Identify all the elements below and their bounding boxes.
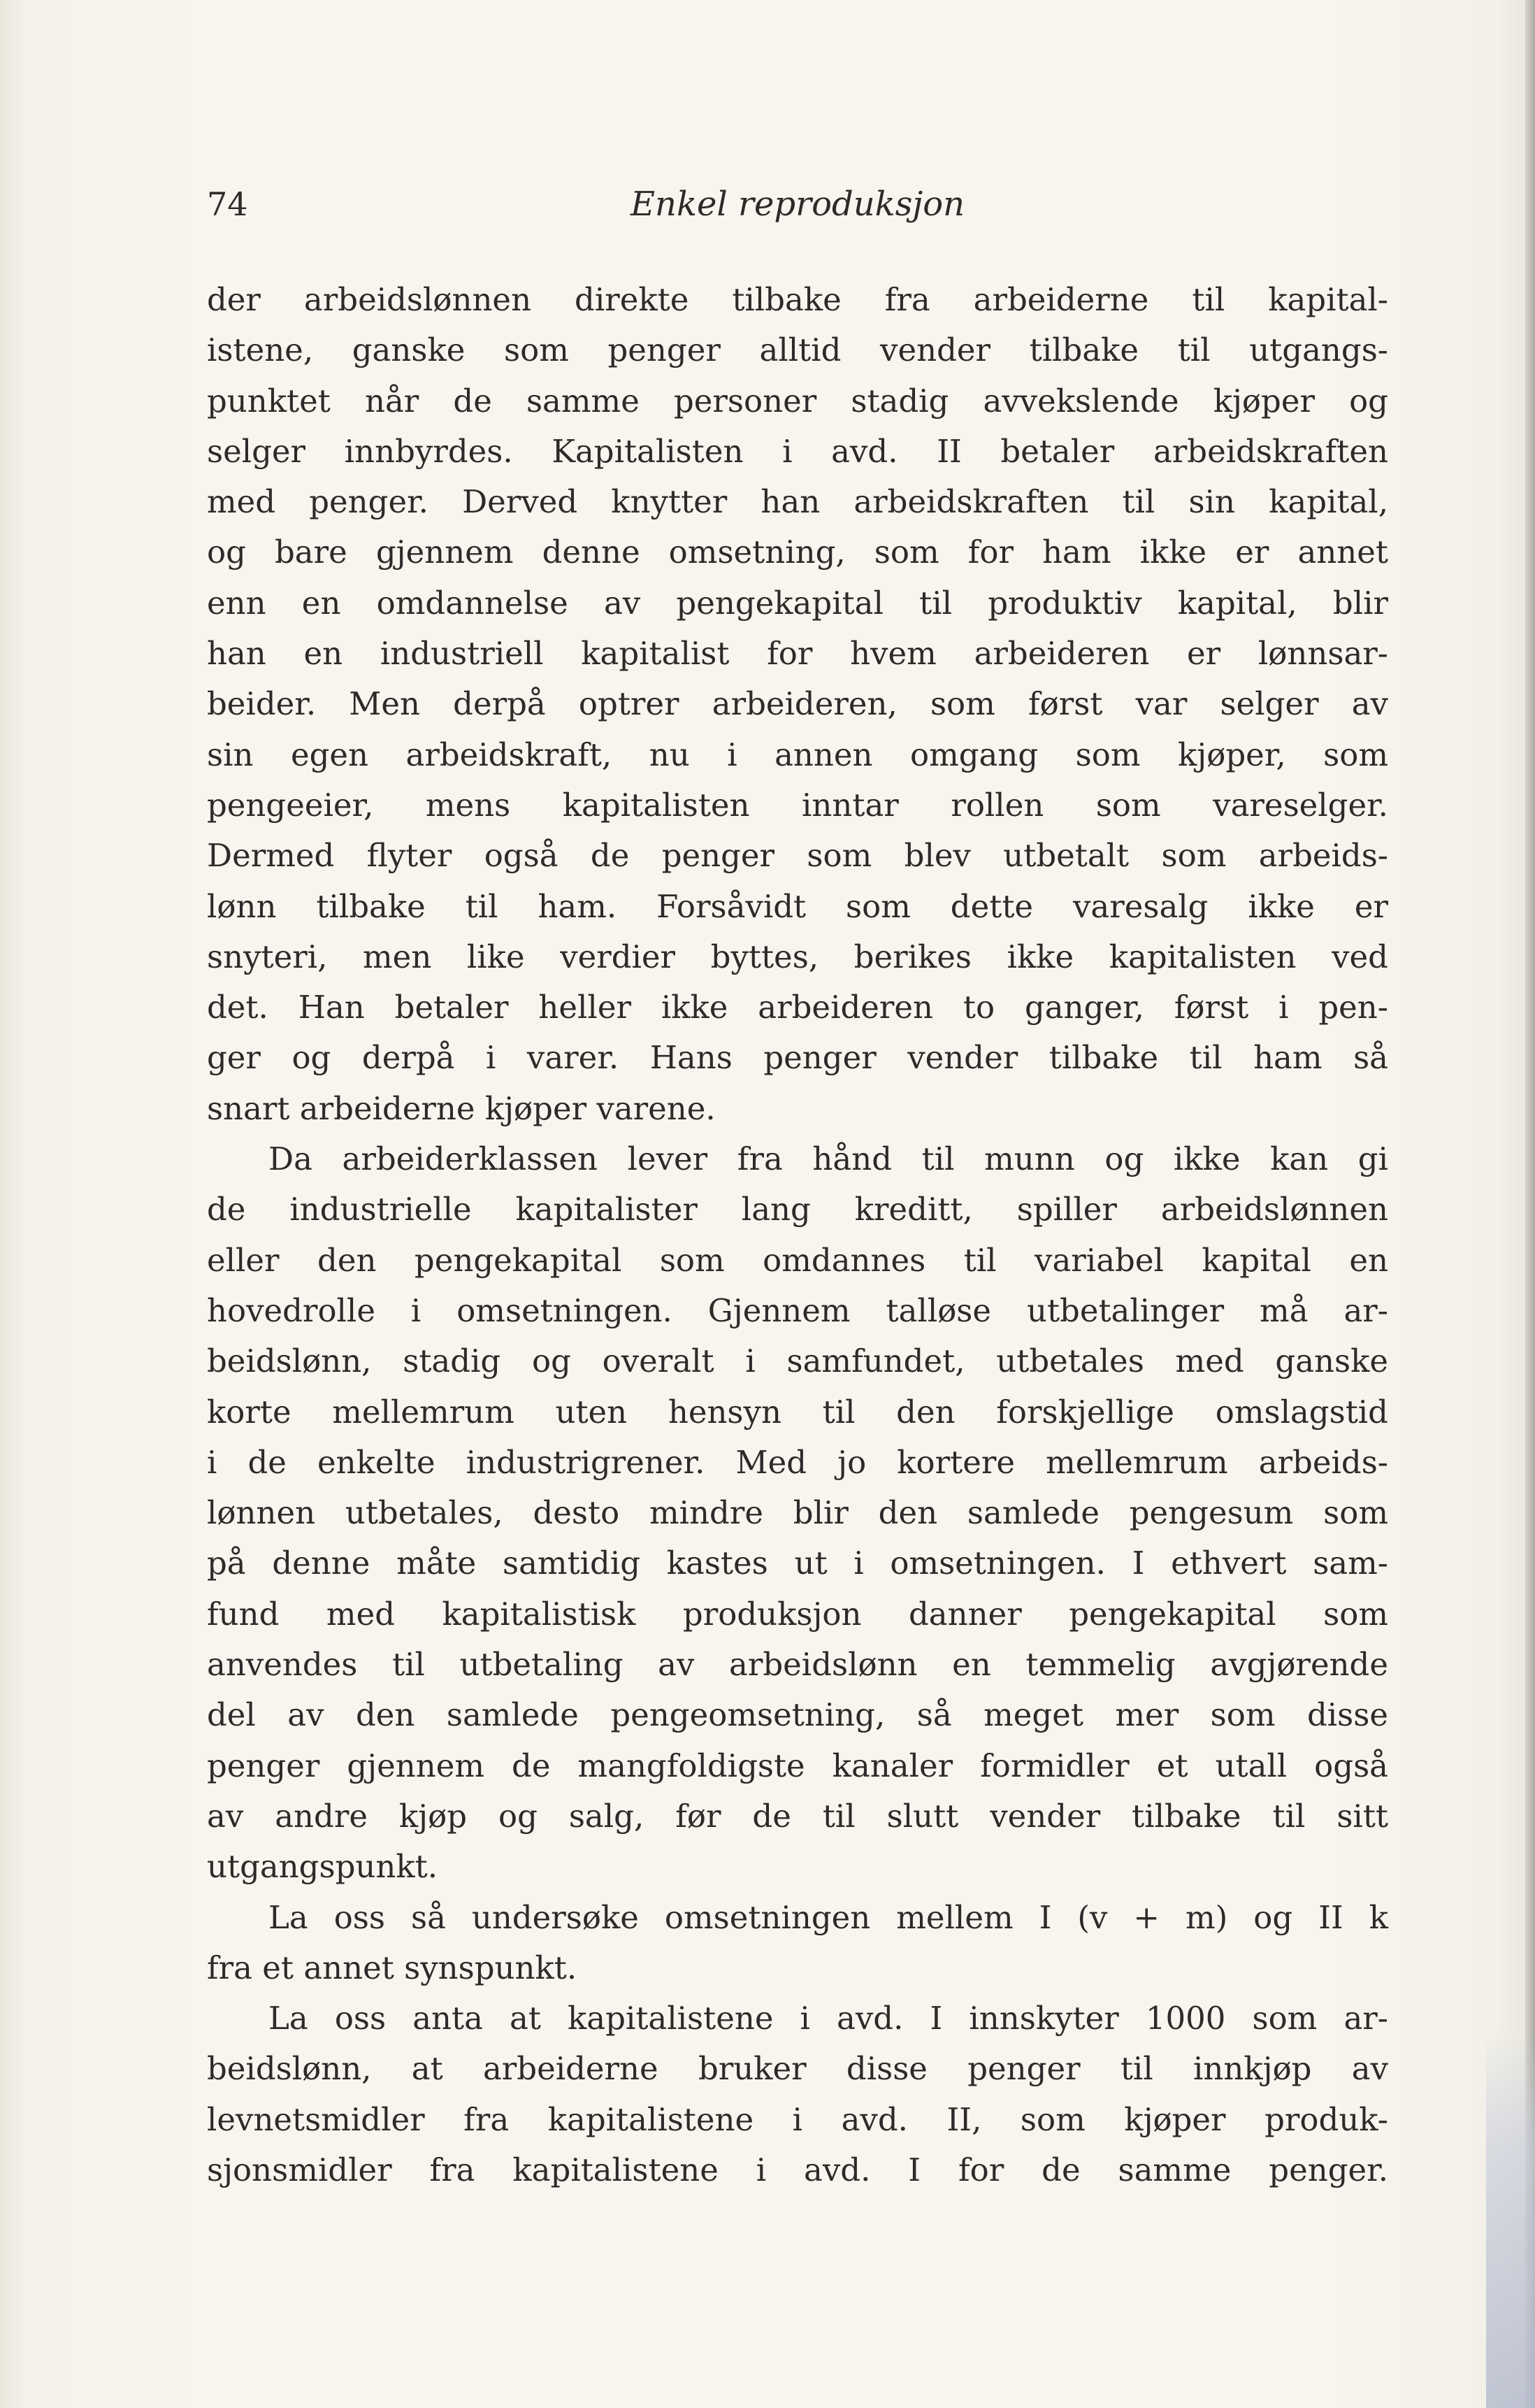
text-line: La oss anta at kapitalistene i avd. I innskyter 1000 som ar-: [268, 2000, 1388, 2037]
text-line: sin egen arbeidskraft, nu i annen omgang som kjøper, som: [207, 736, 1388, 773]
text-line: punktet når de samme personer stadig avvekslende kjøper og: [207, 382, 1388, 420]
text-line: levnetsmidler fra kapitalistene i avd. II, som kjøper produk-: [207, 2100, 1388, 2138]
text-line: selger innbyrdes. Kapitalisten i avd. II betaler arbeidskraften: [207, 432, 1388, 470]
text-line: han en industriell kapitalist for hvem arbeideren er lønnsar-: [207, 635, 1388, 673]
text-line: utgangspunkt.: [207, 1848, 438, 1886]
text-line: Dermed flyter også de penger som blev utbetalt som arbeids-: [207, 837, 1388, 875]
text-line: det. Han betaler heller ikke arbeideren to ganger, først i pen-: [207, 989, 1388, 1026]
text-line: med penger. Derved knytter han arbeidskraften til sin kapital,: [207, 483, 1388, 521]
text-line: fund med kapitalistisk produksjon danner pengekapital som: [207, 1595, 1388, 1633]
text-line: i de enkelte industrigrener. Med jo kortere mellemrum arbeids-: [207, 1443, 1388, 1481]
text-line: snart arbeiderne kjøper varene.: [207, 1089, 716, 1127]
text-line: de industrielle kapitalister lang kreditt, spiller arbeidslønnen: [207, 1191, 1388, 1228]
text-line: på denne måte samtidig kastes ut i omsetningen. I ethvert sam-: [207, 1545, 1388, 1582]
text-line: Da arbeiderklassen lever fra hånd til munn og ikke kan gi: [268, 1140, 1388, 1178]
page-number: 74: [207, 185, 248, 223]
text-line: og bare gjennem denne omsetning, som for ham ikke er annet: [207, 533, 1388, 571]
text-line: enn en omdannelse av pengekapital til produktiv kapital, blir: [207, 584, 1388, 622]
text-line: snyteri, men like verdier byttes, berikes ikke kapitalisten ved: [207, 938, 1388, 975]
text-line: anvendes til utbetaling av arbeidslønn en temmelig avgjørende: [207, 1646, 1388, 1684]
running-header: [207, 183, 1388, 225]
scan-edge-tint: [1486, 2030, 1535, 2408]
text-line: ger og derpå i varer. Hans penger vender tilbake til ham så: [207, 1039, 1388, 1077]
text-line: pengeeier, mens kapitalisten inntar rollen som vareselger.: [207, 786, 1388, 824]
text-line: istene, ganske som penger alltid vender tilbake til utgangs-: [207, 331, 1388, 369]
body-text: [207, 275, 1388, 2195]
text-line: lønnen utbetales, desto mindre blir den samlede pengesum som: [207, 1494, 1388, 1532]
running-title: Enkel reproduksjon: [630, 185, 965, 224]
text-line: del av den samlede pengeomsetning, så meget mer som disse: [207, 1696, 1388, 1734]
text-line: La oss så undersøke omsetningen mellem I (v + m) og II k: [268, 1898, 1388, 1936]
text-line: hovedrolle i omsetningen. Gjennem talløse utbetalinger må ar-: [207, 1291, 1388, 1329]
text-line: der arbeidslønnen direkte tilbake fra arbeiderne til kapital-: [207, 281, 1388, 318]
text-line: sjonsmidler fra kapitalistene i avd. I for de samme penger.: [207, 2151, 1388, 2188]
text-line: beidslønn, stadig og overalt i samfundet, utbetales med ganske: [207, 1342, 1388, 1380]
text-line: beidslønn, at arbeiderne bruker disse penger til innkjøp av: [207, 2050, 1388, 2088]
text-line: eller den pengekapital som omdannes til variabel kapital en: [207, 1241, 1388, 1279]
text-line: fra et annet synspunkt.: [207, 1949, 577, 1986]
text-line: beider. Men derpå optrer arbeideren, som først var selger av: [207, 685, 1388, 723]
text-line: av andre kjøp og salg, før de til slutt vender tilbake til sitt: [207, 1797, 1388, 1835]
text-line: lønn tilbake til ham. Forsåvidt som dette varesalg ikke er: [207, 887, 1388, 925]
text-line: korte mellemrum uten hensyn til den forskjellige omslagstid: [207, 1393, 1388, 1431]
text-line: penger gjennem de mangfoldigste kanaler formidler et utall også: [207, 1747, 1388, 1784]
